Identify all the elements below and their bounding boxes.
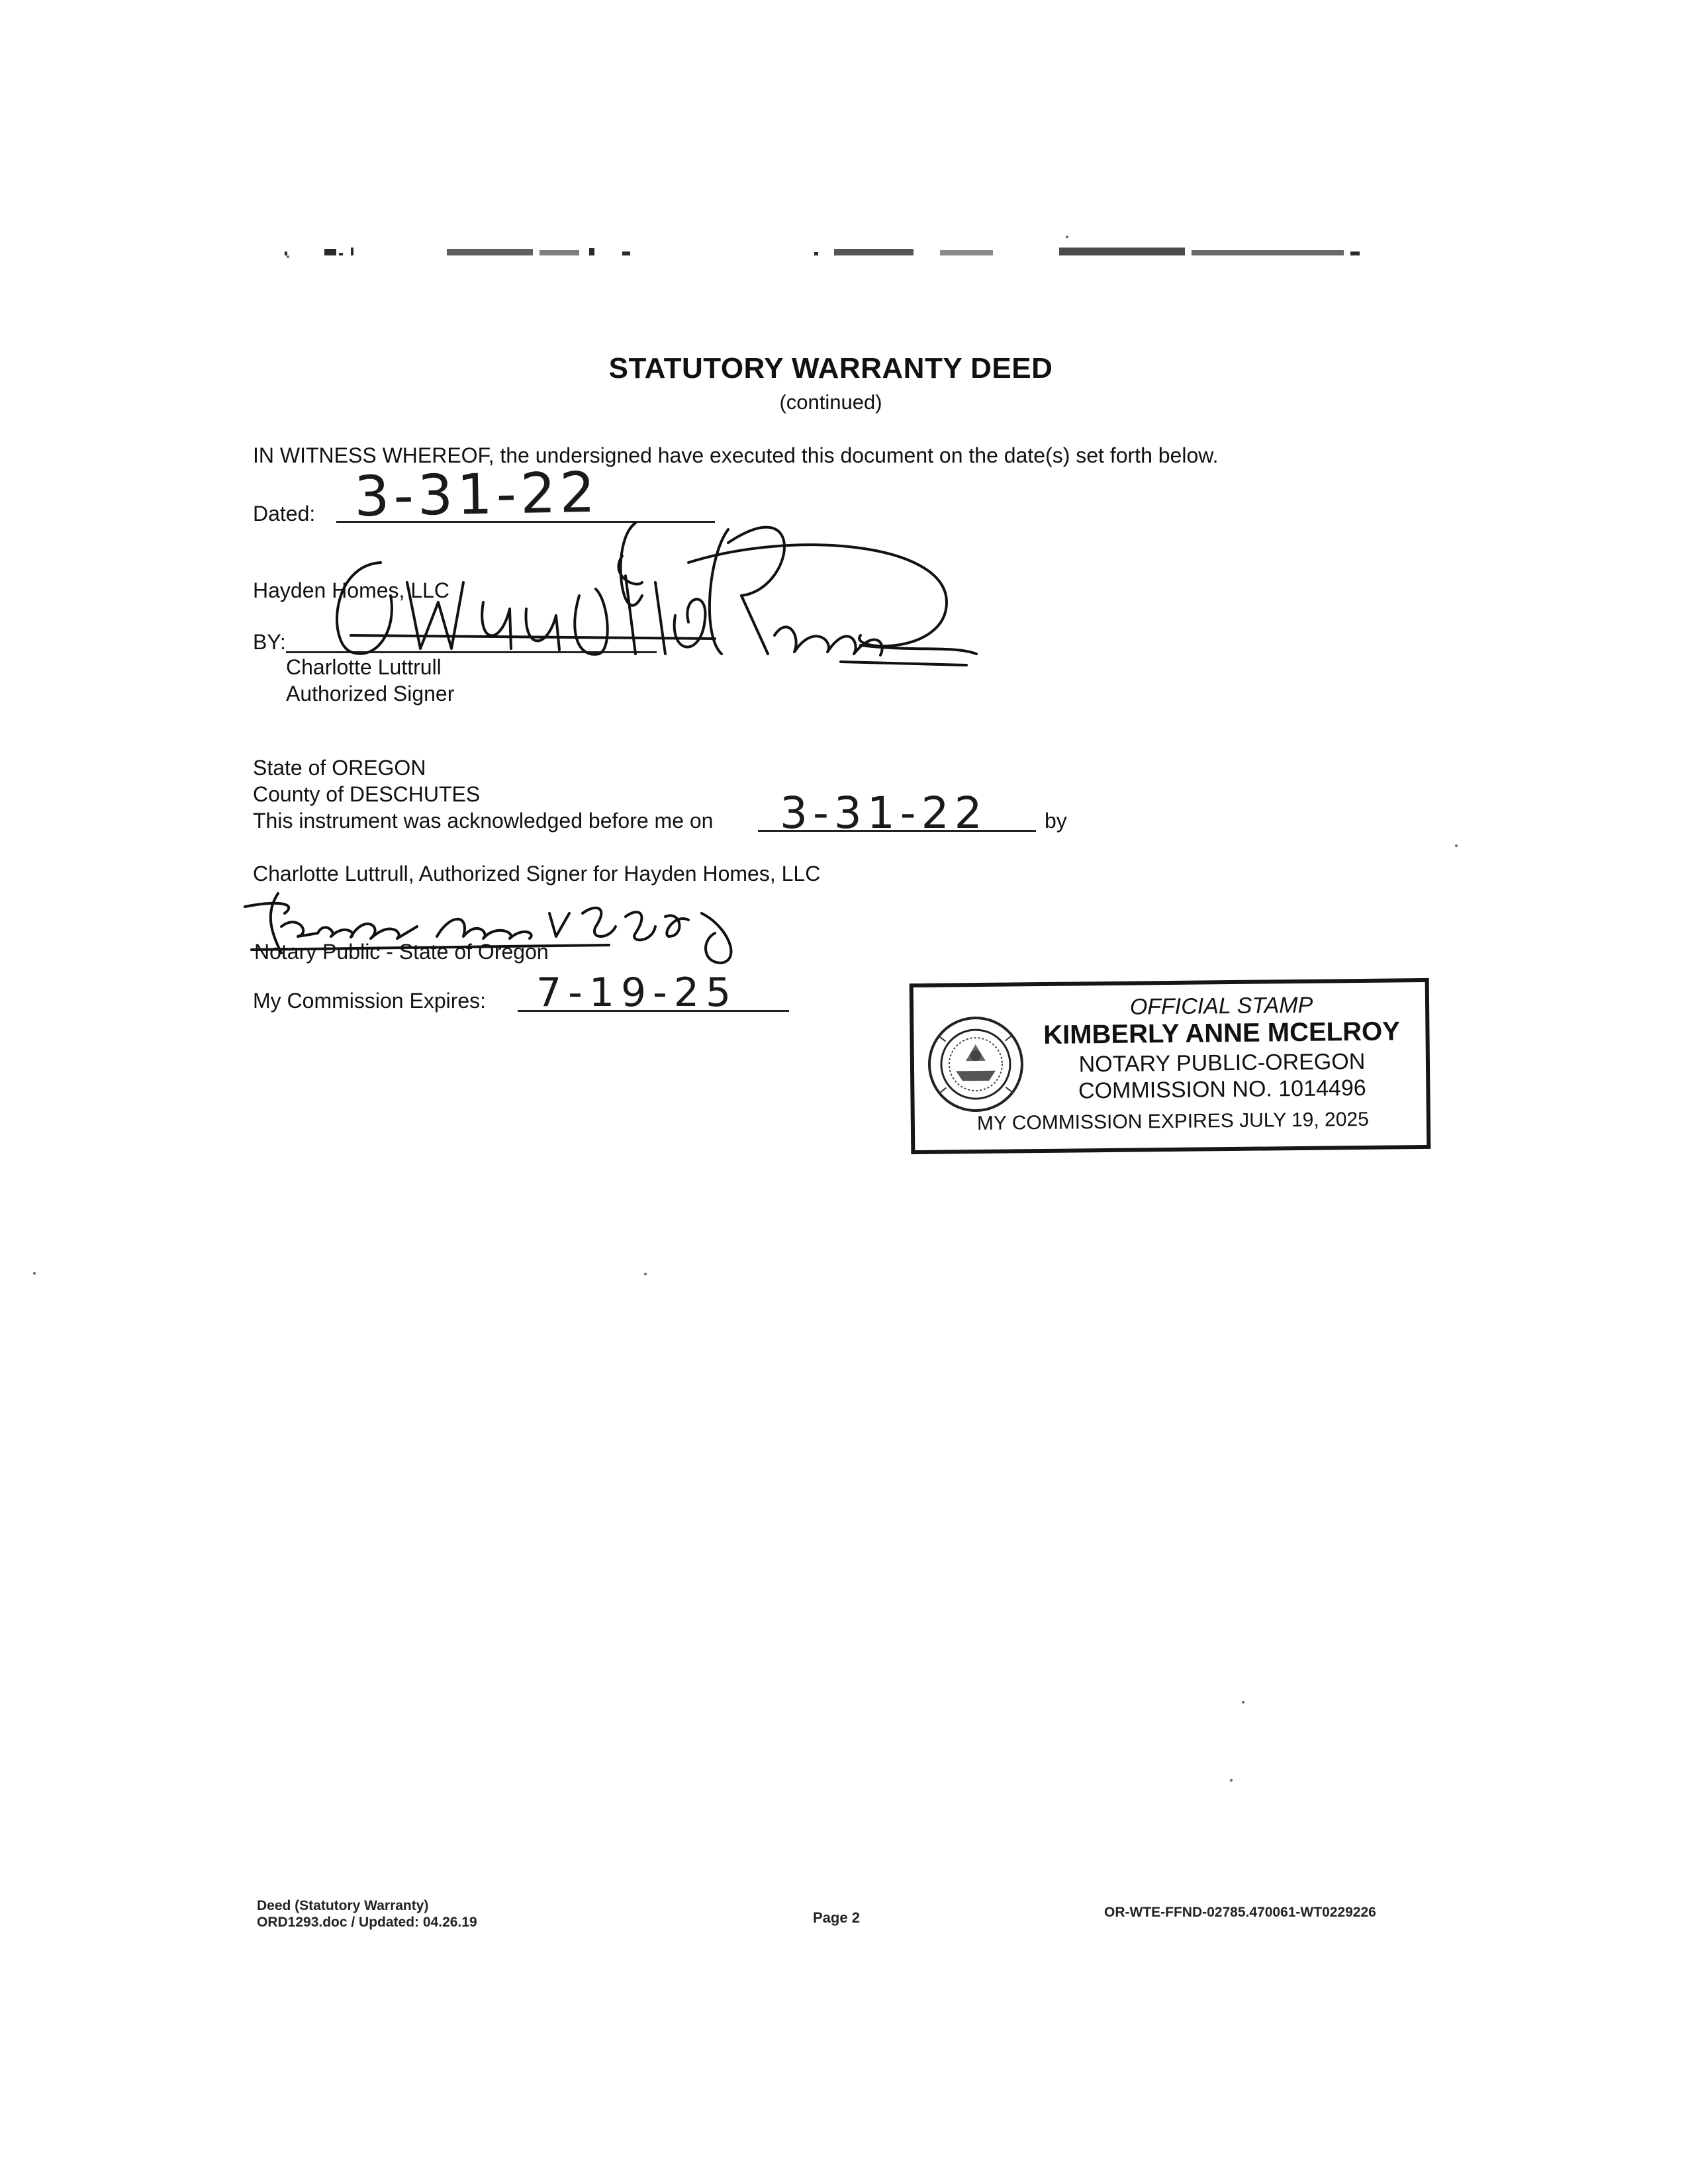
- footer-file-number: OR-WTE-FFND-02785.470061-WT0229226: [1104, 1905, 1376, 1920]
- ack-signer-line: Charlotte Luttrull, Authorized Signer for Hayden Homes, LLC: [253, 862, 821, 886]
- signer-name: Charlotte Luttrull: [286, 655, 442, 679]
- stamp-notary-public: NOTARY PUBLIC-OREGON: [1078, 1048, 1366, 1077]
- notary-label: Notary Public - State of Oregon: [254, 940, 549, 964]
- stamp-heading: OFFICIAL STAMP: [1129, 992, 1313, 1020]
- dated-label: Dated:: [253, 502, 316, 525]
- commission-date-handwritten: 7-19-25: [536, 970, 738, 1016]
- footer-doc-type: Deed (Statutory Warranty): [257, 1898, 429, 1913]
- ack-date-handwritten: 3-31-22: [780, 788, 988, 839]
- footer-form-id: ORD1293.doc / Updated: 04.26.19: [257, 1915, 477, 1930]
- ack-county: County of DESCHUTES: [253, 782, 481, 806]
- ack-state: State of OREGON: [253, 756, 426, 780]
- stamp-commission-number: COMMISSION NO. 1014496: [1078, 1075, 1366, 1104]
- grantor-company: Hayden Homes, LLC: [253, 578, 450, 602]
- by-label: BY:: [253, 630, 286, 654]
- document-title: STATUTORY WARRANTY DEED: [608, 352, 1053, 385]
- grantor-signature: [265, 503, 980, 688]
- signer-title: Authorized Signer: [286, 682, 455, 705]
- notary-stamp: [910, 978, 1431, 1154]
- dated-handwritten-value: 3-31-22: [353, 459, 600, 529]
- oregon-state-seal-icon: [925, 1014, 1026, 1115]
- scan-noise: [278, 246, 1377, 258]
- ack-instrument-text: This instrument was acknowledged before me on: [253, 809, 714, 833]
- footer-page-number: Page 2: [813, 1909, 860, 1926]
- stamp-expiration: MY COMMISSION EXPIRES JULY 19, 2025: [976, 1108, 1369, 1135]
- commission-label: My Commission Expires:: [253, 989, 487, 1013]
- document-subtitle: (continued): [779, 390, 882, 414]
- witness-statement: IN WITNESS WHEREOF, the undersigned have executed this document on the date(s) set forth below.: [253, 443, 1219, 467]
- ack-by: by: [1045, 809, 1067, 833]
- stamp-notary-name: KIMBERLY ANNE MCELROY: [1043, 1017, 1400, 1050]
